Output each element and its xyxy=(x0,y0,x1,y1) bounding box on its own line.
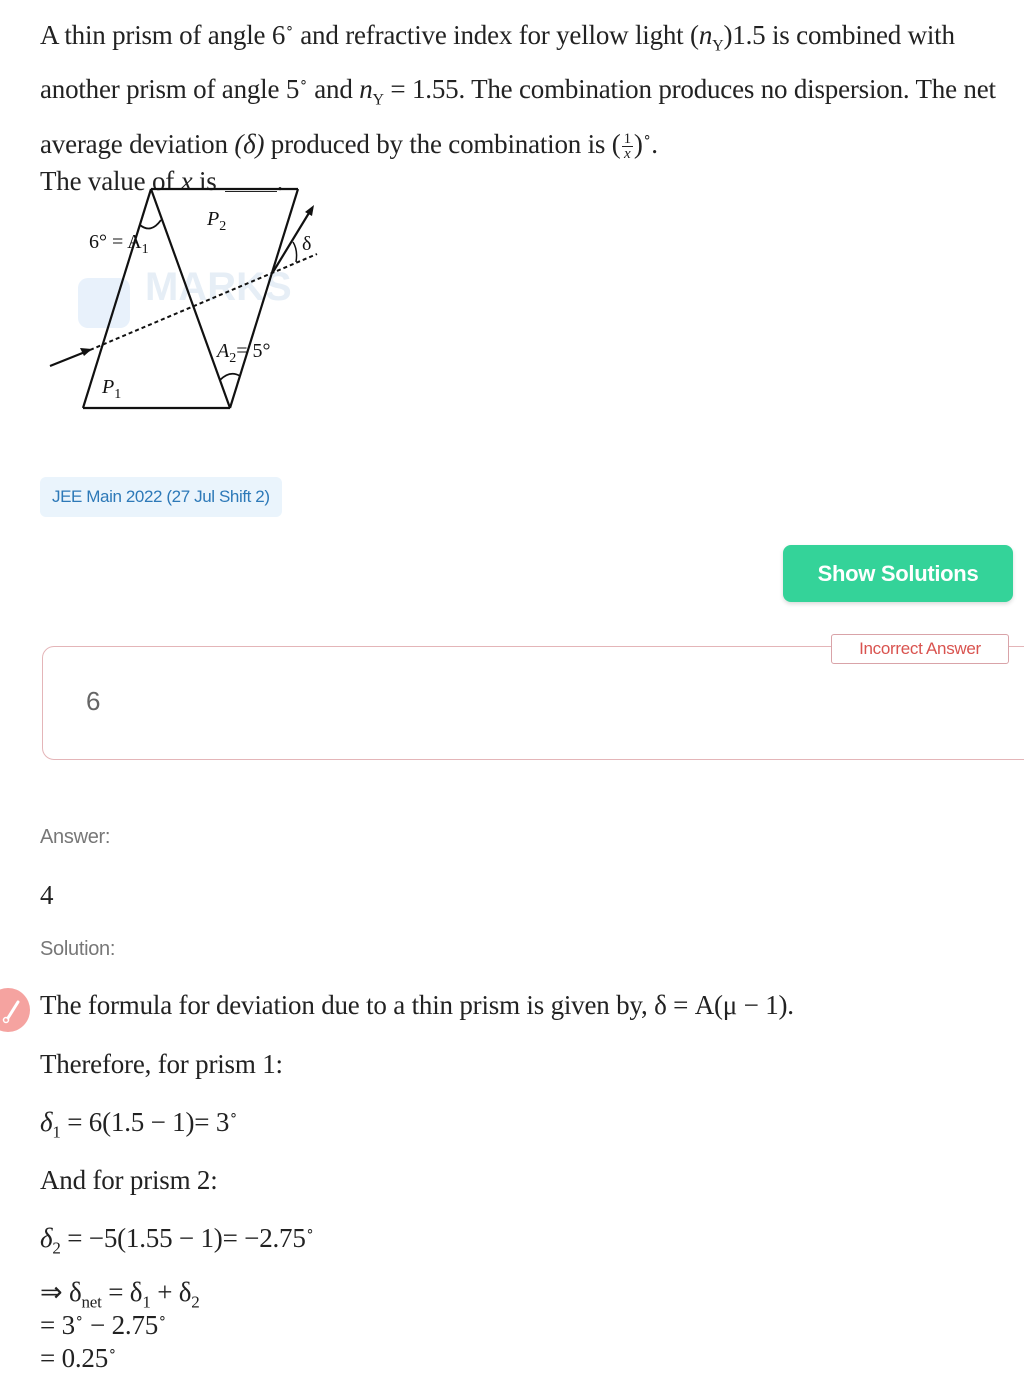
question-fragment: n xyxy=(359,74,373,105)
degree-symbol: ∘ xyxy=(74,1311,84,1326)
degree-symbol: ∘ xyxy=(108,1344,117,1359)
answer-label: Answer: xyxy=(40,826,111,848)
question-fragment: Y xyxy=(712,37,724,55)
math-fragment: + δ xyxy=(150,1277,192,1307)
question-text: A thin prism of angle 6∘ and refractive index for yellow light $(n_Y)1.5$ is combined with another prism of angle 5∘ and $n_Y = 1.55$. The combination produces no dispersion. The net average deviation (δ) produced by the combination is ( $\frac{1}{x}$ )∘. The value of x is . xyxy=(40,20,996,196)
prism-diagram-svg xyxy=(40,180,340,420)
label-p1: $P_1$ xyxy=(102,376,122,402)
label-delta: δ xyxy=(302,233,312,255)
fraction xyxy=(622,132,633,161)
question-fragment: Y xyxy=(372,91,384,109)
degree-symbol: ∘ xyxy=(158,1311,167,1326)
solution-line-6 xyxy=(40,1277,200,1312)
question-fragment: = 1.55. The combination produces no dispersion. The net average deviation xyxy=(40,74,996,159)
math-fragment: − 2.75 xyxy=(83,1310,159,1340)
solution-line-8 xyxy=(40,1343,117,1374)
solution-line-4: And for prism 2: xyxy=(40,1165,218,1195)
user-answer-value: 6 xyxy=(86,686,101,716)
math-fragment: net xyxy=(81,1292,102,1312)
fraction-numerator: 1 xyxy=(623,131,631,148)
solution-line-5 xyxy=(40,1223,314,1258)
label-a1: $6^\circ = A_1$ xyxy=(89,231,149,257)
math-fragment: = 3 xyxy=(40,1310,75,1340)
question-fragment: . xyxy=(276,165,284,196)
degree-symbol: ∘ xyxy=(642,129,652,145)
question-fragment: 6 xyxy=(271,20,286,50)
math-fragment: = −5(1.55 − 1)= −2.75 xyxy=(60,1223,306,1253)
solution-line-2: Therefore, for prism 1: xyxy=(40,1049,283,1079)
source-tag: JEE Main 2022 (27 Jul Shift 2) xyxy=(40,477,282,517)
question-fragment: . xyxy=(651,128,658,159)
math-fragment: 1 xyxy=(52,1122,61,1142)
question-fragment: A thin prism of angle xyxy=(40,20,272,50)
math-fragment: 2 xyxy=(52,1238,61,1258)
math-fragment: 1 xyxy=(142,1292,151,1312)
question-fragment: 5 xyxy=(285,74,300,105)
pencil-icon[interactable] xyxy=(0,988,30,1032)
math-fragment: ⇒ δ xyxy=(40,1277,82,1307)
math-fragment: δ xyxy=(40,1223,53,1253)
math-fragment: = 0.25 xyxy=(40,1343,109,1373)
show-solutions-button[interactable]: Show Solutions xyxy=(783,545,1013,602)
solution-line-3 xyxy=(40,1107,238,1142)
prism-diagram xyxy=(40,180,340,420)
pencil-icon-svg xyxy=(0,988,30,1032)
degree-symbol: ∘ xyxy=(229,1108,238,1123)
solution-line-7 xyxy=(40,1310,167,1341)
watermark: MARKS xyxy=(145,265,292,309)
math-fragment: = 6(1.5 − 1)= 3 xyxy=(60,1107,230,1137)
degree-symbol: ∘ xyxy=(285,21,294,36)
correct-answer: 4 xyxy=(40,880,54,910)
degree-symbol: ∘ xyxy=(299,75,308,91)
question-fragment: n xyxy=(698,20,713,50)
question-fragment: x xyxy=(180,165,193,196)
question-fragment: and refractive index for yellow light xyxy=(293,20,691,50)
question-fragment: The value of xyxy=(40,165,181,196)
math-fragment: 2 xyxy=(191,1292,200,1312)
label-p2: $P_2$ xyxy=(207,208,227,234)
math-fragment: = δ xyxy=(101,1277,143,1307)
question-fragment: is xyxy=(192,165,217,196)
question-fragment: produced by the combination is xyxy=(264,128,612,159)
solution-label: Solution: xyxy=(40,938,116,960)
math-fragment: δ xyxy=(40,1107,53,1137)
fraction-denominator: x xyxy=(624,146,631,163)
label-a2: $A_2= 5^\circ$ xyxy=(217,340,271,366)
degree-symbol: ∘ xyxy=(305,1224,315,1239)
question-fragment: (δ) xyxy=(234,128,265,159)
question-fragment: 1.5 is combined with another prism of angle xyxy=(40,20,955,105)
question-fragment: and xyxy=(307,74,360,105)
incorrect-answer-badge: Incorrect Answer xyxy=(831,634,1009,664)
solution-line-1: The formula for deviation due to a thin prism is given by, δ = A(μ − 1). xyxy=(40,990,794,1020)
